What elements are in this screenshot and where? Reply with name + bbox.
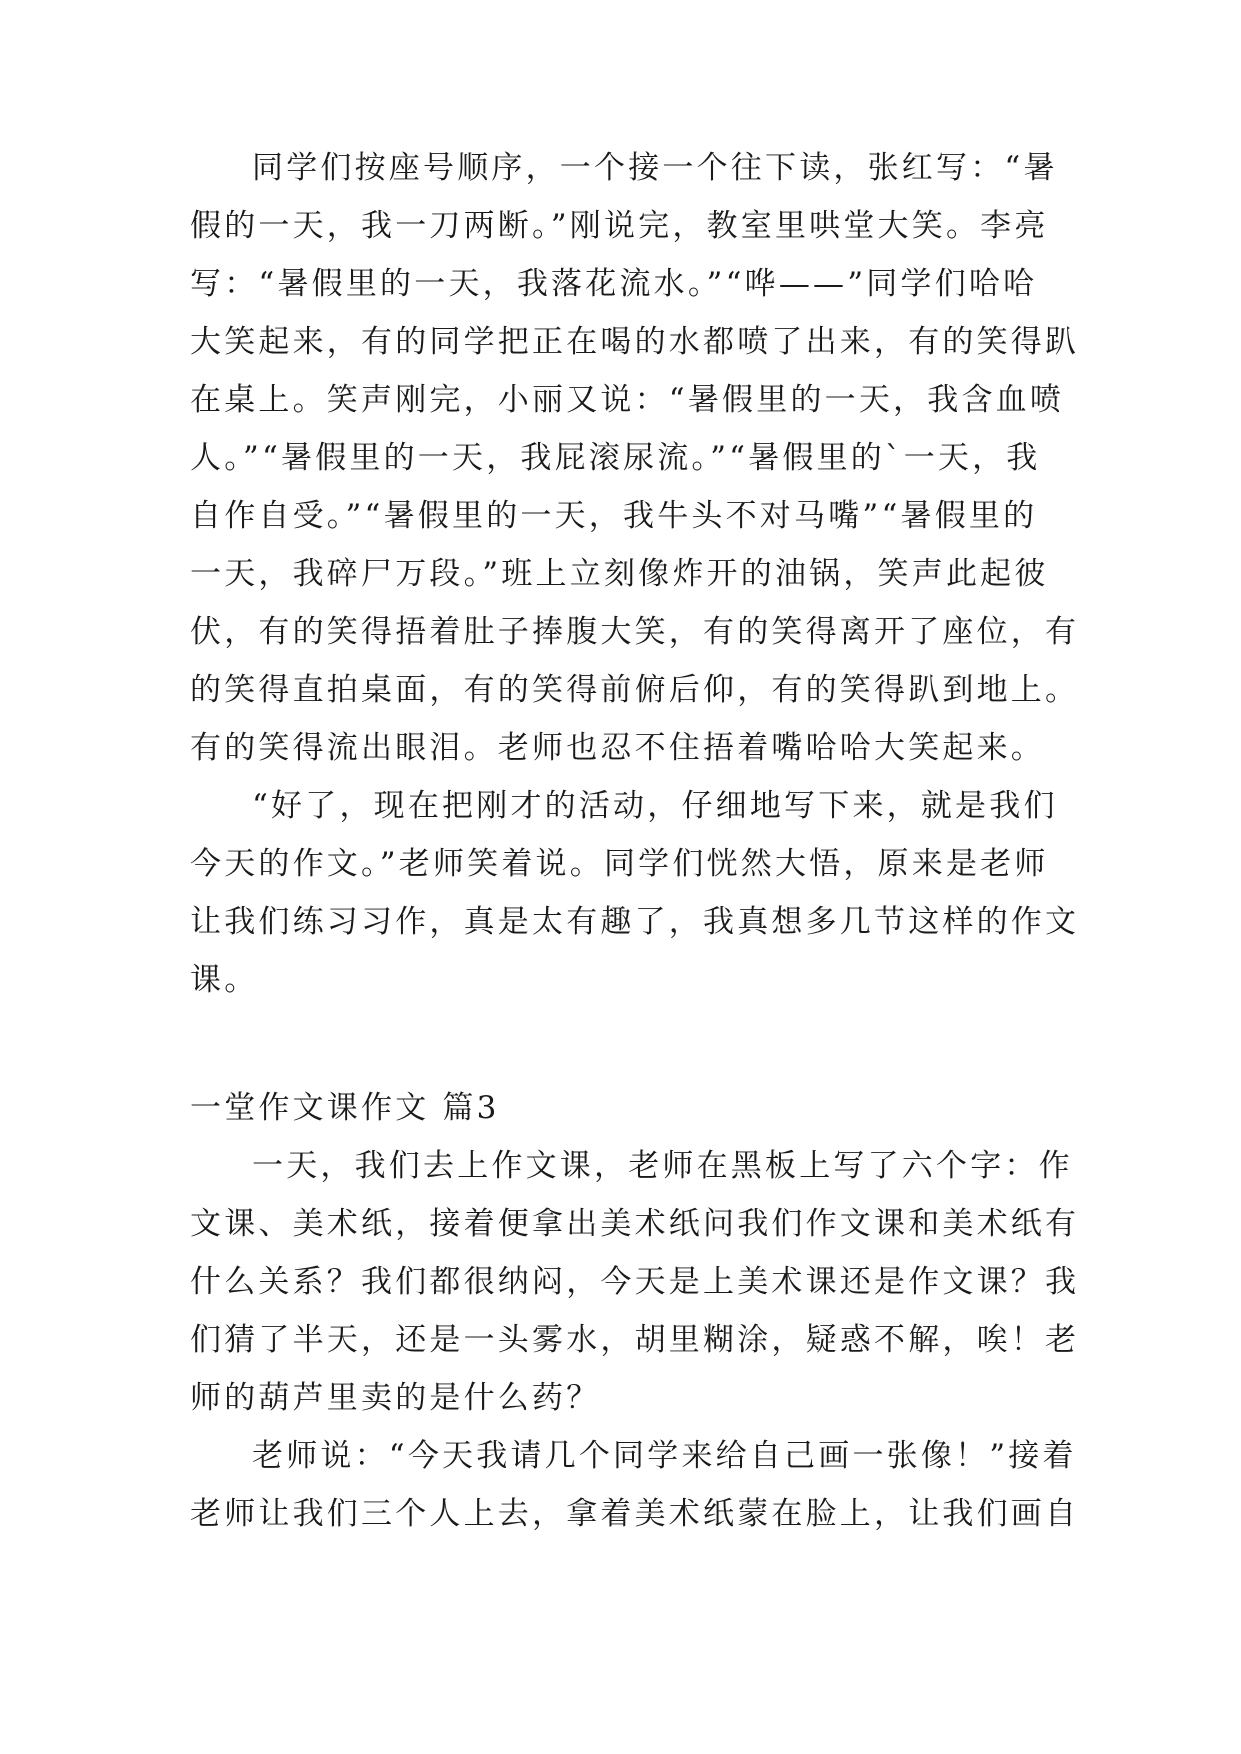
paragraph-line: 师的葫芦里卖的是什么药？ [190,1380,601,1416]
section-1-body [190,139,1080,1009]
paragraph-line: 有的笑得流出眼泪。老师也忍不住捂着嘴哈哈大笑起来。 [190,730,1045,766]
paragraph-line: 自作自受。”“暑假里的一天，我牛头不对马嘴”“暑假里的 [190,498,1038,534]
section-heading-block [190,1079,1060,1137]
paragraph-line: “好了，现在把刚才的活动，仔细地写下来，就是我们 [252,788,1058,824]
paragraph-line: 什么关系？我们都很纳闷，今天是上美术课还是作文课？我 [190,1264,1080,1300]
paragraph-line: 们猜了半天，还是一头雾水，胡里糊涂，疑惑不解，唉！老 [190,1322,1080,1358]
paragraph-line: 的笑得直拍桌面，有的笑得前俯后仰，有的笑得趴到地上。 [190,672,1080,708]
paragraph-line: 一天，我们去上作文课，老师在黑板上写了六个字：作 [252,1148,1073,1184]
paragraph-line: 假的一天，我一刀两断。”刚说完，教室里哄堂大笑。李亮 [190,208,1049,244]
paragraph-line: 伏，有的笑得捂着肚子捧腹大笑，有的笑得离开了座位，有 [190,614,1080,650]
paragraph-line: 文课、美术纸，接着便拿出美术纸问我们作文课和美术纸有 [190,1206,1080,1242]
paragraph-line: 老师让我们三个人上去，拿着美术纸蒙在脸上，让我们画自 [190,1496,1080,1532]
paragraph-line: 写：“暑假里的一天，我落花流水。”“哗——”同学们哈哈 [190,266,1038,302]
paragraph-line: 今天的作文。”老师笑着说。同学们恍然大悟，原来是老师 [190,846,1049,882]
paragraph-line: 大笑起来，有的同学把正在喝的水都喷了出来，有的笑得趴 [190,324,1080,360]
paragraph-line: 同学们按座号顺序，一个接一个往下读，张红写：“暑 [252,150,1058,186]
paragraph-line: 一天，我碎尸万段。”班上立刻像炸开的油锅，笑声此起彼 [190,556,1049,592]
paragraph-line: 在桌上。笑声刚完，小丽又说：“暑假里的一天，我含血喷 [190,382,1065,418]
paragraph-line: 课。 [190,962,259,998]
paragraph-line: 人。”“暑假里的一天，我屁滚尿流。”“暑假里的`一天，我 [190,440,1041,476]
section-2-body [190,1137,1080,1543]
section-heading: 一堂作文课作文 篇3 [190,1090,500,1126]
paragraph-line: 让我们练习习作，真是太有趣了，我真想多几节这样的作文 [190,904,1080,940]
paragraph-line: 老师说：“今天我请几个同学来给自己画一张像！”接着 [252,1438,1077,1474]
